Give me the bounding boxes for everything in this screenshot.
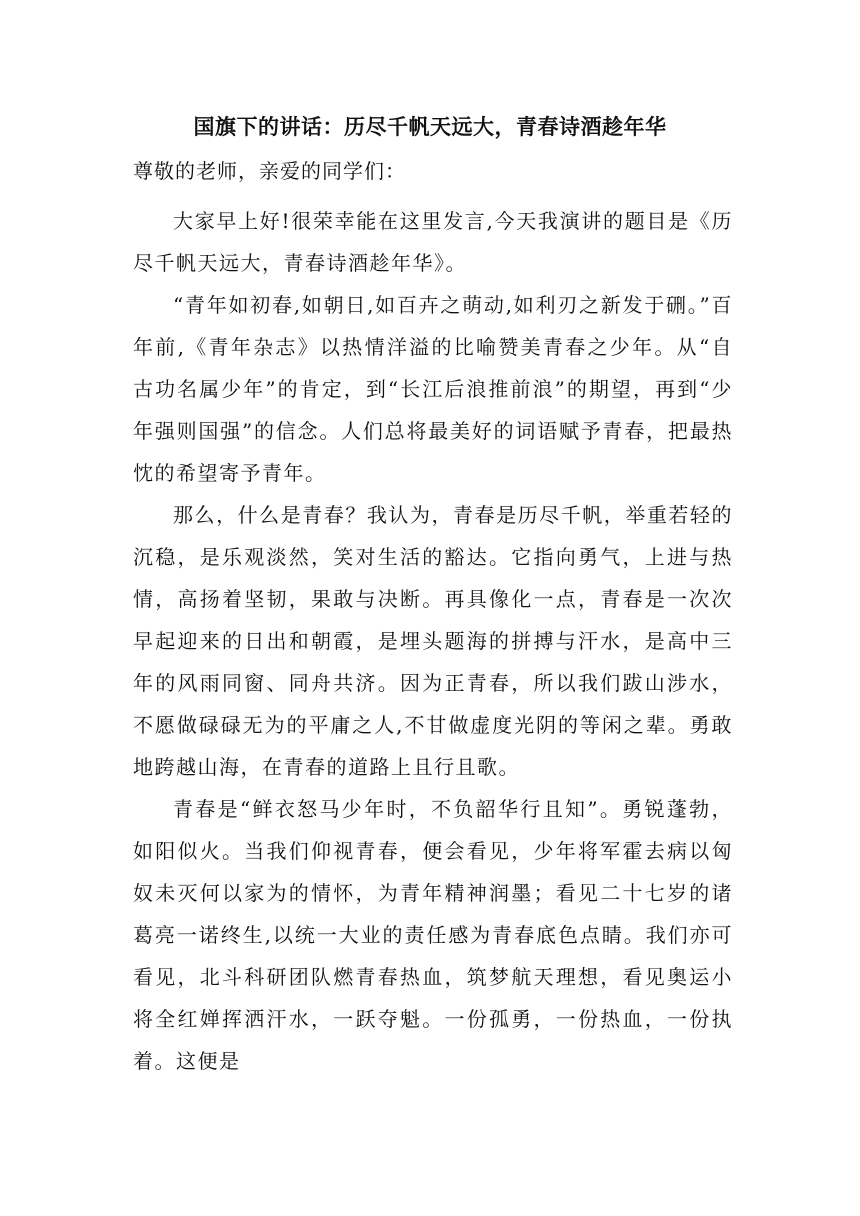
document-body [133, 200, 733, 1082]
document-title: 国旗下的讲话：历尽千帆天远大，青春诗酒趁年华 [193, 115, 667, 139]
paragraph-greeting: 大家早上好!很荣幸能在这里发言,今天我演讲的题目是《历尽千帆天远大，青春诗酒趁年华》。 [133, 209, 733, 275]
paragraph-what-is-youth: 那么，什么是青春？我认为，青春是历尽千帆，举重若轻的沉稳，是乐观淡然，笑对生活的豁达。它指向勇气，上进与热情，高扬着坚韧，果敢与决断。再具像化一点，青春是一次次早起迎来的日出和朝霞，是埋头题海的拼搏与汗水，是高中三年的风雨同窗、同舟共济。因为正青春，所以我们跋山涉水，不愿做碌碌无为的平庸之人,不甘做虚度光阴的等闲之辈。勇敢地跨越山海，在青春的道路上且行且歌。 [133, 503, 733, 779]
salutation: 尊敬的老师，亲爱的同学们： [133, 159, 406, 183]
paragraph-youth-quote: “青年如初春,如朝日,如百卉之萌动,如利刃之新发于硎。”百年前,《青年杂志》以热情洋溢的比喻赞美青春之少年。从“自古功名属少年”的肯定，到“长江后浪推前浪”的期望，再到“少年强则国强”的信念。人们总将最美好的词语赋予青春，把最热忱的希望寄予青年。 [133, 293, 733, 485]
paragraph-youth-examples: 青春是“鲜衣怒马少年时，不负韶华行且知”。勇锐蓬勃，如阳似火。当我们仰视青春，便会看见，少年将军霍去病以匈奴未灭何以家为的情怀，为青年精神润墨；看见二十七岁的诸葛亮一诺终生,以统一大业的责任感为青春底色点睛。我们亦可看见，北斗科研团队燃青春热血，筑梦航天理想，看见奥运小将全红婵挥洒汗水，一跃夺魁。一份孤勇，一份热血，一份执着。这便是 [133, 797, 733, 1073]
